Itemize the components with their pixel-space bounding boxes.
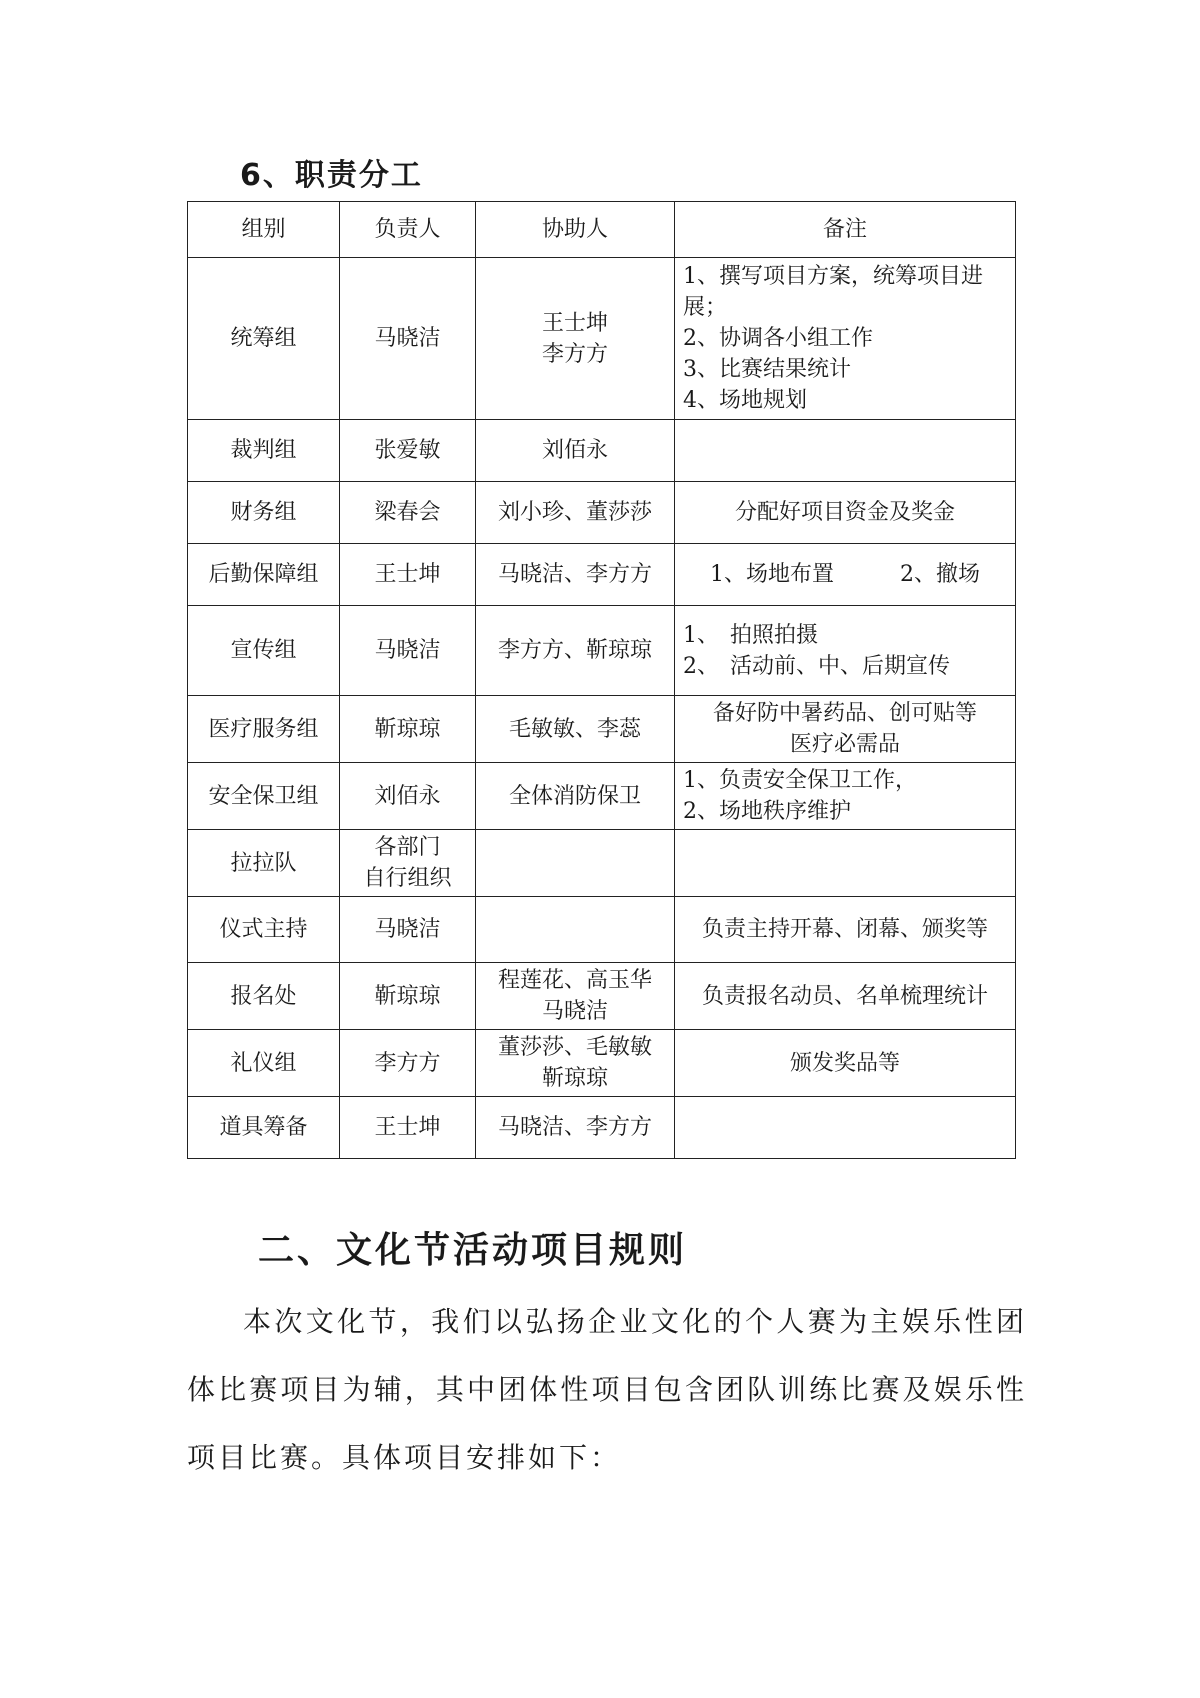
cell-assist-line: 李方方、靳琼琼 — [497, 638, 652, 663]
cell-notes-line: 3、比赛结果统计 — [683, 357, 851, 382]
cell-notes — [675, 830, 1016, 897]
cell-lead — [340, 763, 476, 830]
table-row — [188, 606, 1016, 696]
cell-notes — [675, 897, 1016, 963]
cell-assist — [476, 1097, 675, 1159]
cell-assist — [476, 544, 675, 606]
cell-lead-line: 马晓洁 — [374, 638, 441, 663]
cell-assist — [476, 763, 675, 830]
cell-assist — [476, 1030, 675, 1097]
cell-notes-line: 颁发奖品等 — [789, 1050, 900, 1076]
cell-lead — [340, 482, 476, 544]
cell-group: 宣传组 — [188, 606, 340, 696]
cell-lead-line: 张爱敏 — [374, 438, 441, 463]
cell-group: 报名处 — [188, 963, 340, 1030]
cell-notes-line: 1、 拍照拍摄 — [683, 622, 818, 648]
table-row — [188, 963, 1016, 1030]
header-group: 组别 — [188, 202, 340, 258]
cell-notes-line: 1、场地布置 2、撤场 — [710, 562, 980, 587]
cell-notes-line: 1、撰写项目方案，统筹项目进展； — [683, 264, 983, 320]
cell-lead — [340, 420, 476, 482]
intro-paragraph — [187, 1288, 1027, 1492]
cell-lead-line: 王士坤 — [374, 562, 441, 587]
cell-lead-line: 王士坤 — [374, 1115, 441, 1140]
cell-assist-line: 李方方 — [541, 341, 608, 367]
cell-lead — [340, 606, 476, 696]
cell-notes — [675, 696, 1016, 763]
cell-lead-line: 各部门 — [374, 835, 441, 860]
cell-lead — [340, 963, 476, 1030]
cell-group: 裁判组 — [188, 420, 340, 482]
cell-assist — [476, 897, 675, 963]
cell-lead — [340, 1030, 476, 1097]
cell-group: 财务组 — [188, 482, 340, 544]
header-lead: 负责人 — [340, 202, 476, 258]
cell-notes — [675, 763, 1016, 830]
cell-assist-line: 全体消防保卫 — [508, 783, 641, 809]
cell-assist-line: 刘小珍、董莎莎 — [497, 500, 652, 525]
cell-notes-line: 2、协调各小组工作 — [683, 326, 873, 351]
cell-assist-line: 马晓洁、李方方 — [497, 562, 652, 587]
cell-notes — [675, 1030, 1016, 1097]
cell-lead — [340, 830, 476, 897]
cell-group: 医疗服务组 — [188, 696, 340, 763]
table-row — [188, 696, 1016, 763]
cell-lead — [340, 258, 476, 420]
table-row — [188, 544, 1016, 606]
table-header-row — [188, 202, 1016, 258]
cell-assist-line: 靳琼琼 — [541, 1066, 608, 1091]
cell-assist — [476, 963, 675, 1030]
table-row — [188, 1030, 1016, 1097]
cell-notes — [675, 963, 1016, 1030]
cell-assist-line: 程莲花、高玉华 — [497, 968, 652, 993]
heading-rules: 二、文化节活动项目规则 — [258, 1230, 688, 1271]
cell-assist — [476, 420, 675, 482]
section-title: 6、职责分工 — [240, 158, 423, 193]
cell-group: 仪式主持 — [188, 897, 340, 963]
cell-assist — [476, 830, 675, 897]
cell-notes-line: 1、负责安全保卫工作， — [683, 768, 917, 793]
cell-notes-line: 负责主持开幕、闭幕、颁奖等 — [701, 917, 988, 942]
cell-lead — [340, 1097, 476, 1159]
table-row — [188, 1097, 1016, 1159]
cell-assist-line: 刘佰永 — [541, 438, 608, 463]
table-row — [188, 258, 1016, 420]
cell-assist-line: 马晓洁 — [541, 999, 608, 1024]
cell-group: 礼仪组 — [188, 1030, 340, 1097]
table-row — [188, 420, 1016, 482]
cell-assist — [476, 606, 675, 696]
cell-assist-line: 毛敏敏、李蕊 — [508, 716, 641, 742]
cell-lead-line: 马晓洁 — [374, 917, 441, 942]
cell-group: 拉拉队 — [188, 830, 340, 897]
cell-lead-line: 靳琼琼 — [374, 983, 441, 1009]
cell-lead-line: 马晓洁 — [374, 326, 441, 351]
cell-notes-line: 4、场地规划 — [683, 388, 807, 413]
cell-assist — [476, 482, 675, 544]
cell-assist-line: 王士坤 — [541, 310, 608, 336]
cell-notes — [675, 420, 1016, 482]
cell-assist-line: 马晓洁、李方方 — [497, 1115, 652, 1140]
cell-group: 道具筹备 — [188, 1097, 340, 1159]
table-row — [188, 830, 1016, 897]
cell-notes-line: 2、 活动前、中、后期宣传 — [683, 653, 950, 679]
cell-assist-line: 董莎莎、毛敏敏 — [497, 1035, 652, 1060]
cell-notes-line: 医疗必需品 — [789, 732, 900, 757]
cell-notes-line: 备好防中暑药品、创可贴等 — [712, 701, 977, 726]
duty-table — [187, 201, 1016, 1159]
cell-assist — [476, 258, 675, 420]
cell-group: 安全保卫组 — [188, 763, 340, 830]
cell-notes — [675, 606, 1016, 696]
cell-assist — [476, 696, 675, 763]
cell-notes-line: 2、场地秩序维护 — [683, 799, 851, 824]
table-row — [188, 482, 1016, 544]
cell-lead — [340, 696, 476, 763]
cell-group: 统筹组 — [188, 258, 340, 420]
cell-notes — [675, 544, 1016, 606]
cell-lead-line: 刘佰永 — [374, 783, 441, 809]
cell-lead — [340, 897, 476, 963]
cell-notes — [675, 258, 1016, 420]
header-notes: 备注 — [675, 202, 1016, 258]
cell-lead-line: 靳琼琼 — [374, 716, 441, 742]
cell-lead-line: 梁春会 — [374, 500, 441, 525]
cell-notes-line: 分配好项目资金及奖金 — [734, 500, 955, 525]
header-assist: 协助人 — [476, 202, 675, 258]
cell-group: 后勤保障组 — [188, 544, 340, 606]
cell-notes-line: 负责报名动员、名单梳理统计 — [701, 983, 988, 1009]
cell-lead-line: 自行组织 — [363, 866, 452, 891]
table-row — [188, 897, 1016, 963]
table-row — [188, 763, 1016, 830]
cell-notes — [675, 482, 1016, 544]
paragraph-text: 本次文化节，我们以弘扬企业文化的个人赛为主娱乐性团体比赛项目为辅，其中团体性项目包含团队训练比赛及娱乐性项目比赛。具体项目安排如下： — [187, 1305, 1027, 1474]
cell-notes — [675, 1097, 1016, 1159]
cell-lead-line: 李方方 — [374, 1050, 441, 1076]
cell-lead — [340, 544, 476, 606]
